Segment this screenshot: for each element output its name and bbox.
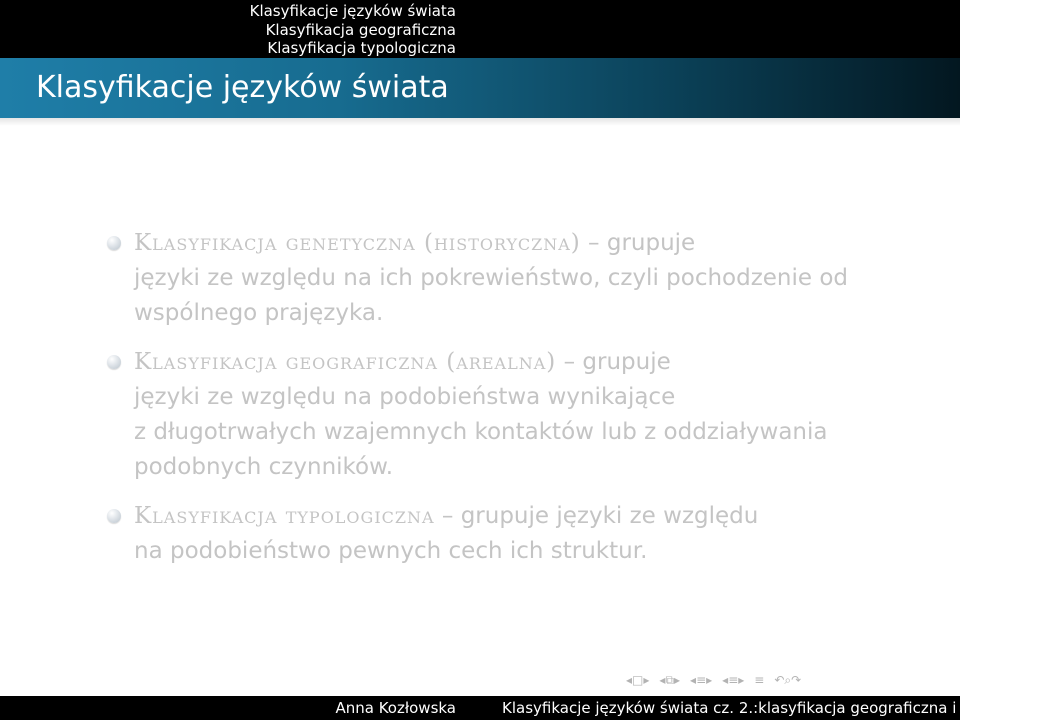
item-first-line <box>134 226 896 261</box>
slide-next-icon[interactable]: ▸ <box>643 673 650 687</box>
forward-icon[interactable]: ↷ <box>791 673 802 687</box>
footline <box>0 696 1056 720</box>
subsection-prev-icon[interactable]: ◂ <box>690 673 697 687</box>
frame-title-bar <box>0 58 960 118</box>
section-nav-list <box>250 2 456 58</box>
footer-title-box <box>480 696 1056 720</box>
item-text: – grupuje <box>580 230 696 256</box>
nav-section-klasyfikacje[interactable]: Klasyfikacje języków świata <box>249 2 456 20</box>
footer-author-box <box>0 696 480 720</box>
title-bar-shadow <box>0 118 960 126</box>
list-item-geograficzna <box>106 345 896 485</box>
nav-section-typologiczna[interactable]: Klasyfikacja typologiczna <box>267 39 456 57</box>
item-text: języki ze względu na ich pokrewieństwo, czyli pochodzenie od <box>134 265 849 291</box>
beamer-navigation-symbols <box>626 670 801 690</box>
item-text: – grupuje języki ze względu <box>434 503 759 529</box>
list-item-typologiczna <box>106 499 896 569</box>
subsection-next-icon[interactable]: ▸ <box>706 673 713 687</box>
back-icon[interactable]: ↶ <box>774 673 785 687</box>
item-term: Klasyfikacja typologiczna <box>134 503 435 529</box>
search-icon[interactable]: ⌕ <box>784 672 792 687</box>
frame-title: Klasyfikacje języków świata <box>36 70 449 105</box>
header-navigation <box>0 0 960 58</box>
frame-next-icon[interactable]: ▸ <box>674 673 681 687</box>
footer-author: Anna Kozłowska <box>335 699 456 717</box>
slide-content <box>106 226 896 583</box>
item-first-line <box>134 345 896 380</box>
section-prev-icon[interactable]: ◂ <box>722 673 729 687</box>
bullet-icon <box>107 236 121 250</box>
slide-icon[interactable]: □ <box>632 673 644 687</box>
item-text: – grupuje <box>556 349 671 375</box>
item-text: wspólnego prajęzyka. <box>134 300 384 326</box>
list-item-genetyczna <box>106 226 896 331</box>
item-term: Klasyfikacja geograficzna (arealna) <box>134 349 557 375</box>
appendix-icon[interactable]: ≡ <box>754 673 765 687</box>
bullet-icon <box>107 355 121 369</box>
item-first-line <box>134 499 896 534</box>
section-icon[interactable]: ≡ <box>728 673 739 687</box>
item-text: z długotrwałych wzajemnych kontaktów lub z oddziaływania <box>134 419 828 445</box>
frame-icon[interactable]: ⧉ <box>665 672 675 687</box>
bullet-icon <box>107 509 121 523</box>
subsection-icon[interactable]: ≡ <box>696 673 707 687</box>
item-term: Klasyfikacja genetyczna (historyczna) <box>134 230 581 256</box>
section-next-icon[interactable]: ▸ <box>738 673 745 687</box>
nav-section-geograficzna[interactable]: Klasyfikacja geograficzna <box>265 20 456 39</box>
slide-prev-icon[interactable]: ◂ <box>626 673 633 687</box>
frame-prev-icon[interactable]: ◂ <box>659 673 666 687</box>
item-text: języki ze względu na podobieństwa wynikające <box>134 384 676 410</box>
footer-title: Klasyfikacje języków świata cz. 2.:klasyfikacja geograficzna i typologiczna <box>502 699 1056 717</box>
item-text: na podobieństwo pewnych cech ich struktur. <box>134 538 648 564</box>
item-text: podobnych czynników. <box>134 454 394 480</box>
